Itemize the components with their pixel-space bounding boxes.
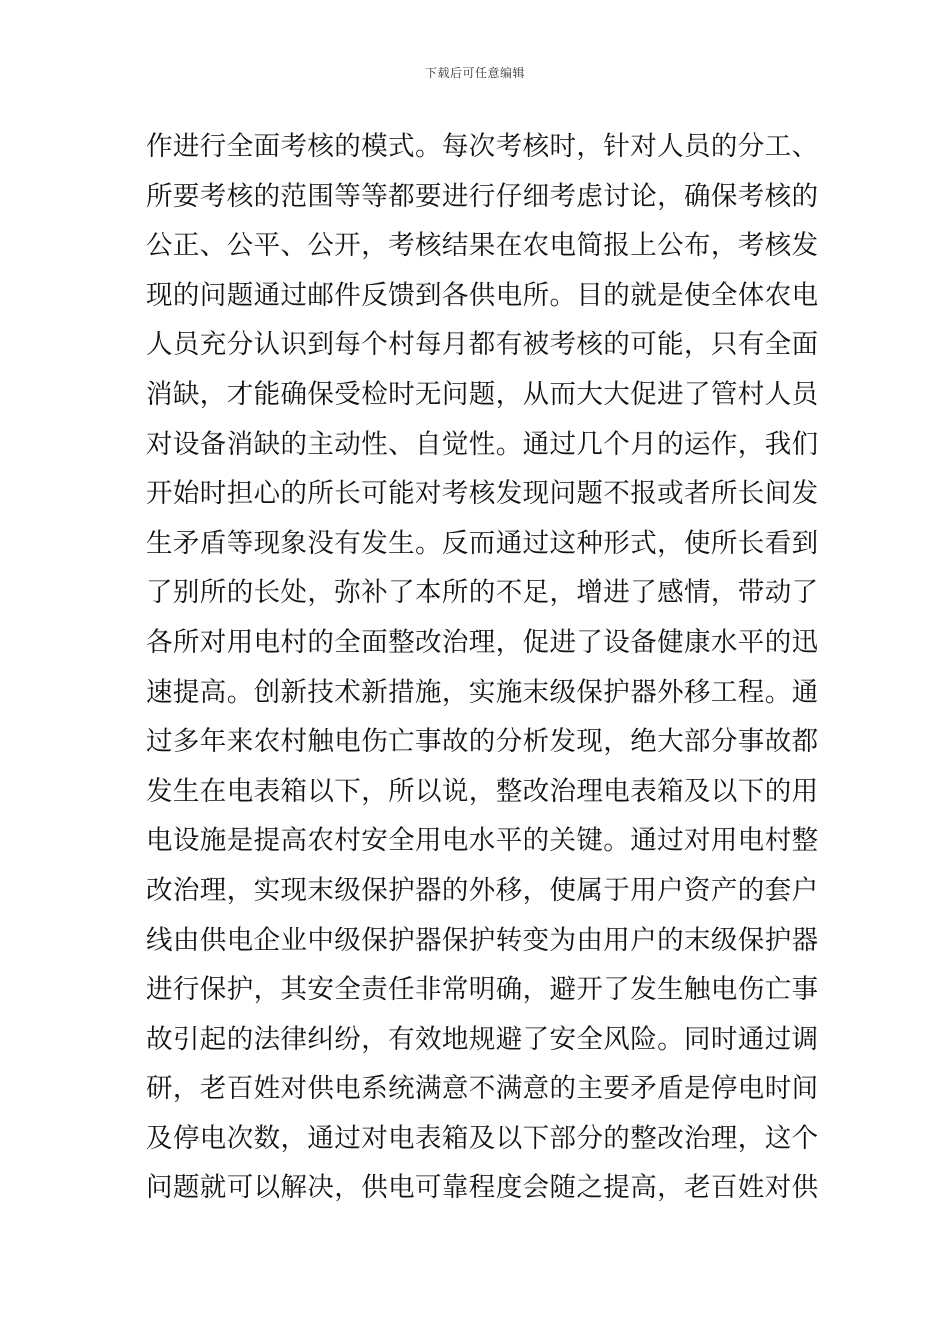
document-body: [146, 127, 819, 1218]
text-line: 问题就可以解决，供电可靠程度会随之提高，老百姓对供: [146, 1172, 819, 1204]
text-line: 速提高。创新技术新措施，实施末级保护器外移工程。通: [146, 676, 819, 708]
page-header: 下载后可任意编辑: [424, 66, 525, 80]
text-line: 发生在电表箱以下，所以说，整改治理电表箱及以下的用: [146, 775, 819, 807]
text-line: 电设施是提高农村安全用电水平的关键。通过对用电村整: [146, 825, 819, 857]
text-line: 作进行全面考核的模式。每次考核时，针对人员的分工、: [146, 131, 819, 162]
text-line: 及停电次数，通过对电表箱及以下部分的整改治理，这个: [146, 1122, 819, 1154]
text-line: 过多年来农村触电伤亡事故的分析发现，绝大部分事故都: [146, 726, 819, 758]
text-line: 线由供电企业中级保护器保护转变为由用户的末级保护器: [146, 924, 819, 956]
text-line: 进行保护，其安全责任非常明确，避开了发生触电伤亡事: [146, 974, 819, 1006]
text-line: 消缺，才能确保受检时无问题，从而大大促进了管村人员: [146, 378, 819, 410]
text-line: 了别所的长处，弥补了本所的不足，增进了感情，带动了: [146, 577, 819, 609]
text-line: 公正、公平、公开，考核结果在农电简报上公布，考核发: [146, 230, 819, 262]
text-line: 改治理，实现末级保护器的外移，使属于用户资产的套户: [146, 874, 819, 906]
text-line: 对设备消缺的主动性、自觉性。通过几个月的运作，我们: [146, 428, 819, 460]
text-line: 所要考核的范围等等都要进行仔细考虑讨论，确保考核的: [146, 180, 819, 212]
text-line: 生矛盾等现象没有发生。反而通过这种形式，使所长看到: [146, 527, 819, 559]
text-line: 故引起的法律纠纷，有效地规避了安全风险。同时通过调: [146, 1023, 819, 1055]
text-line: 人员充分认识到每个村每月都有被考核的可能，只有全面: [146, 329, 819, 361]
text-line: 研，老百姓对供电系统满意不满意的主要矛盾是停电时间: [146, 1073, 819, 1105]
text-line: 开始时担心的所长可能对考核发现问题不报或者所长间发: [146, 478, 819, 510]
text-line: 现的问题通过邮件反馈到各供电所。目的就是使全体农电: [146, 279, 819, 311]
text-line: 各所对用电村的全面整改治理，促进了设备健康水平的迅: [146, 626, 819, 658]
